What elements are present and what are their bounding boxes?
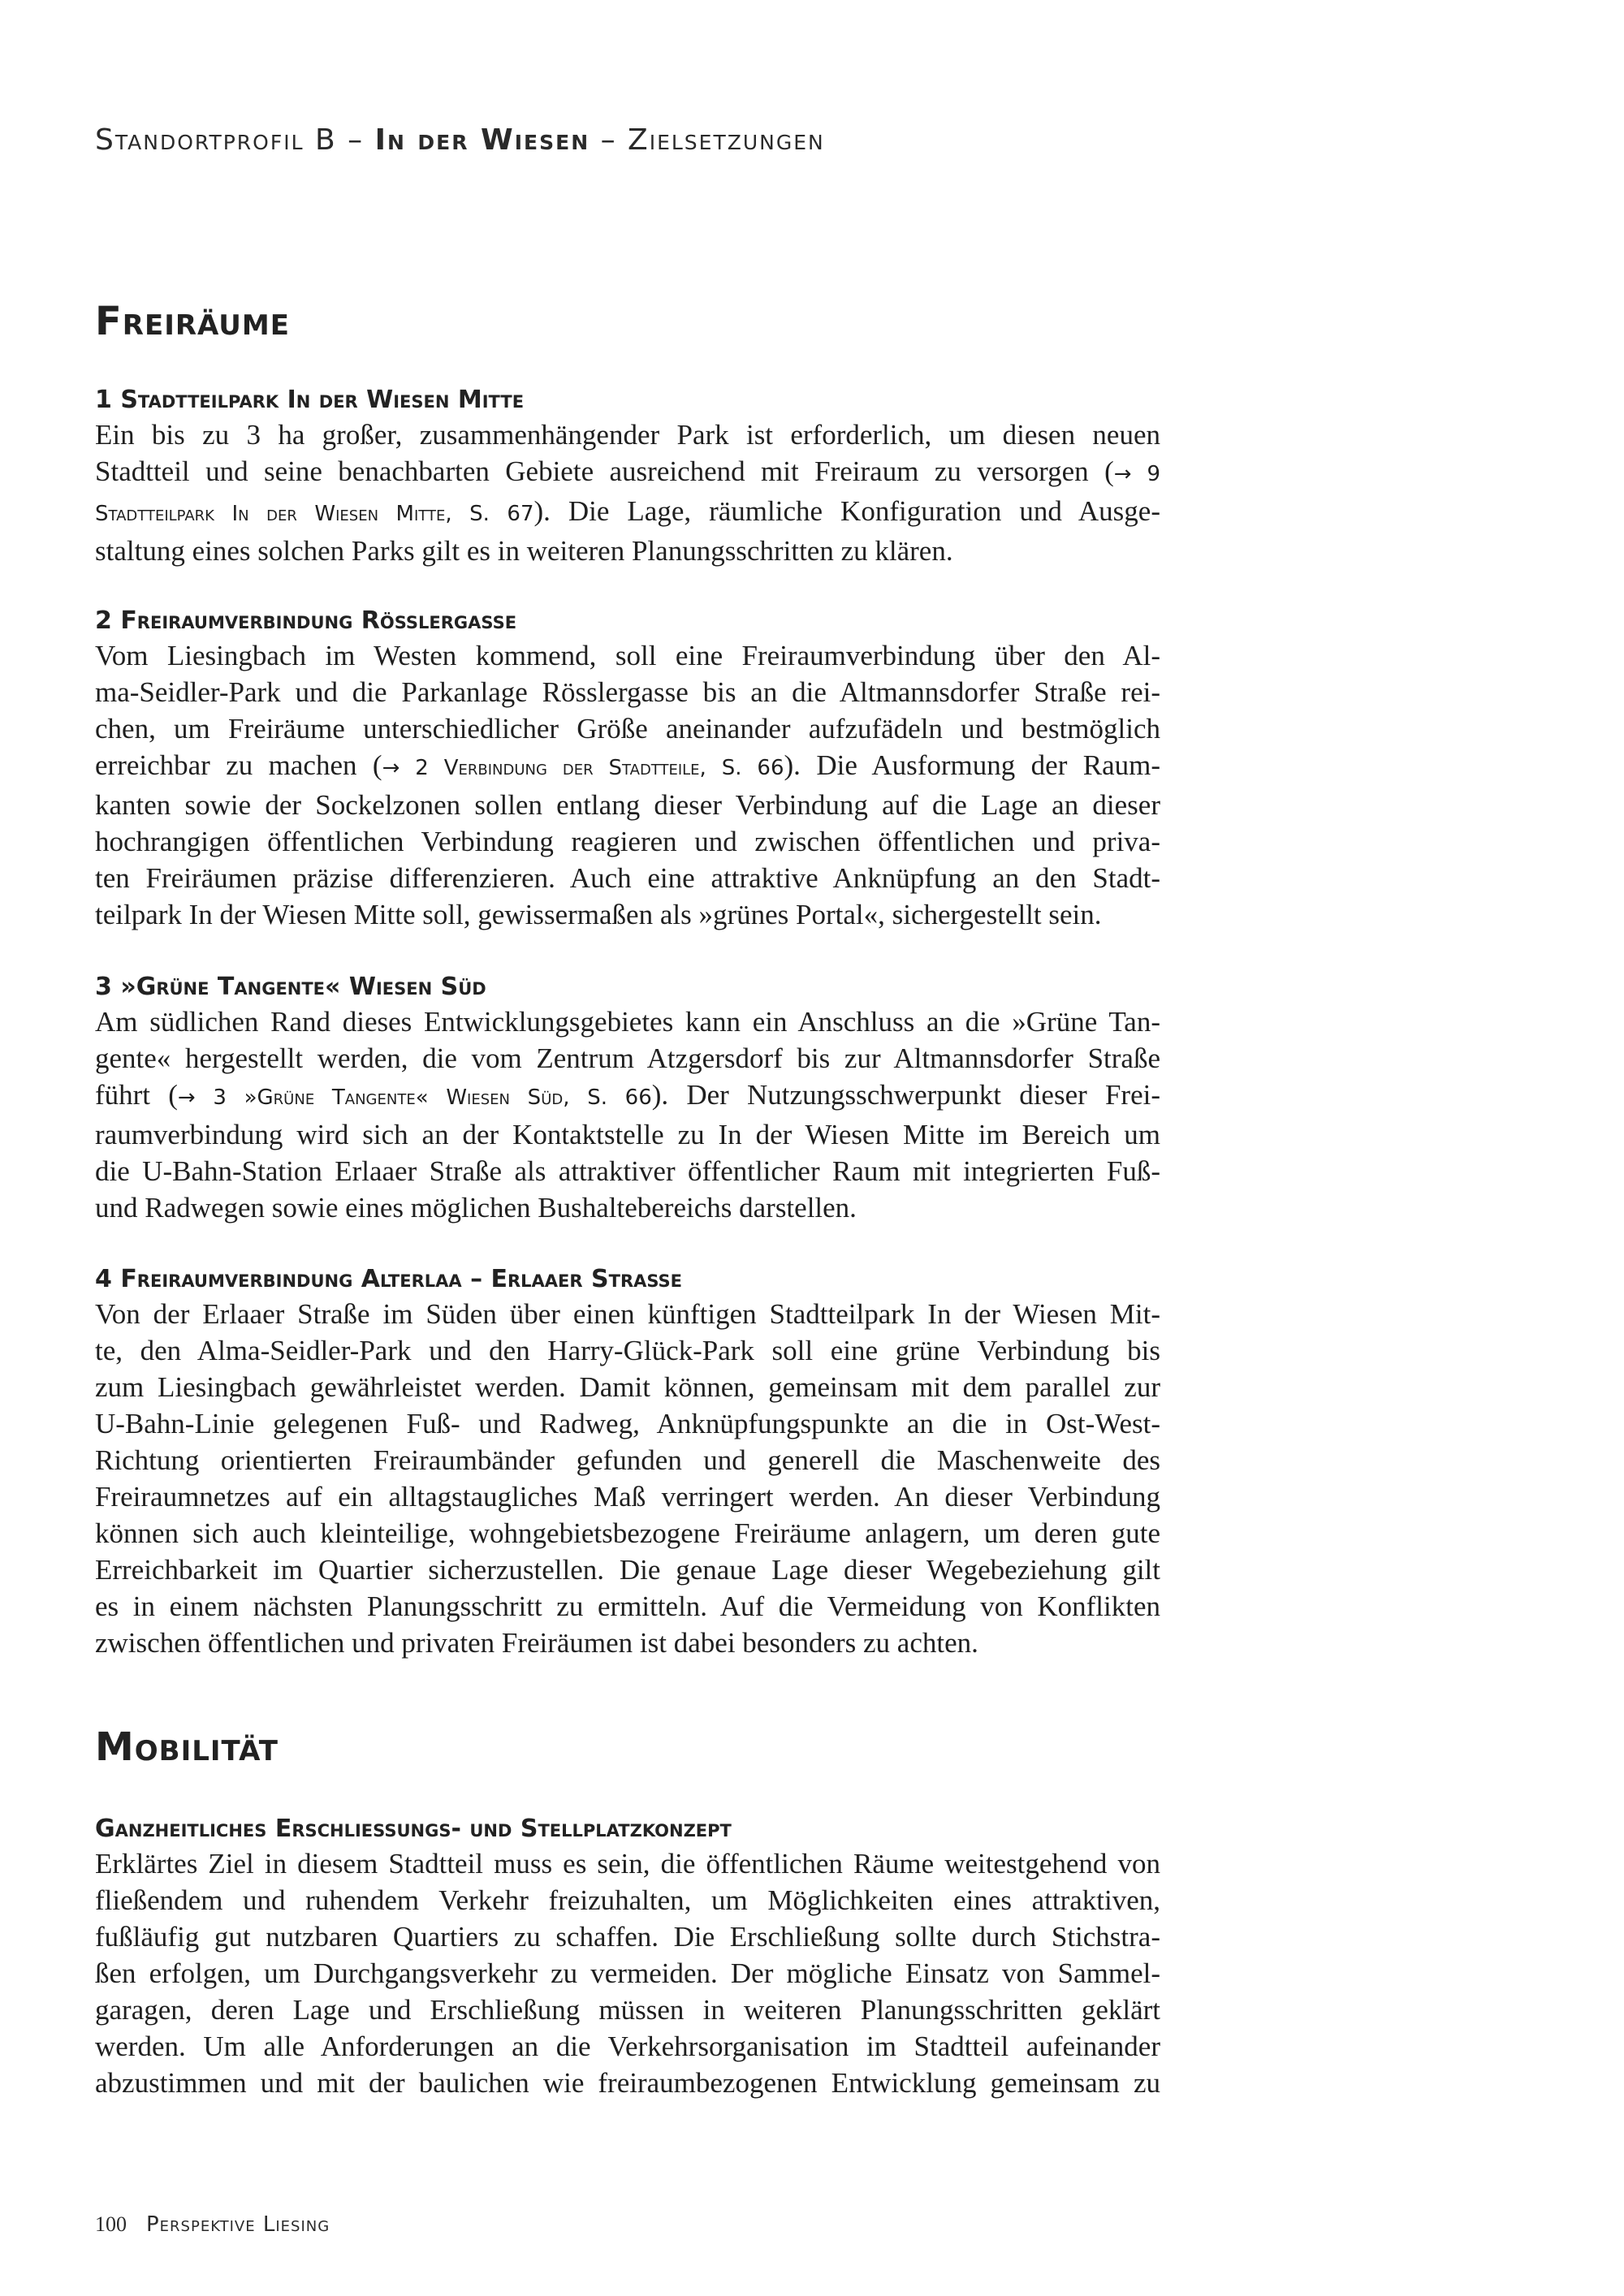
item-heading: 3 »Grüne Tangente« Wiesen Süd [95,973,486,1001]
cross-reference-link[interactable]: → 2 Verbindung der Stadtteile, S. 66 [382,756,784,780]
text-segment: führt ( [95,1079,178,1111]
text-line: Erklärtes Ziel in diesem Stadtteil muss es sein, die öffentlichen Räume weitestgehend von [95,1848,1160,1880]
text-line: Freiraumnetzes auf ein alltagstaugliches Maß verringert werden. An dieser Verbindung [95,1481,1160,1513]
text-line: hochrangigen öffentlichen Verbindung reagieren und zwischen öffentlichen und priva- [95,826,1160,857]
text-line [95,747,1160,787]
text-line: Ein bis zu 3 ha großer, zusammenhängender Park ist erforderlich, um diesen neuen [95,419,1160,451]
text-line: zum Liesingbach gewährleistet werden. Damit können, gemeinsam mit dem parallel zur [95,1371,1160,1403]
running-header-site: In der Wiesen [374,123,590,157]
text-segment: ). Der Nutzungsschwerpunkt dieser Frei- [651,1079,1160,1111]
item-heading: 4 Freiraumverbindung Alterlaa – Erlaaer Strasse [95,1265,683,1293]
text-line: gente« hergestellt werden, die vom Zentrum Atzgersdorf bis zur Altmannsdorfer Straße [95,1042,1160,1074]
text-segment: ). Die Lage, räumliche Konfiguration und Ausge- [533,495,1160,527]
text-line: und Radwegen sowie eines möglichen Bushaltebereichs darstellen. [95,1192,857,1224]
cross-reference-link[interactable]: → 9 [1113,462,1160,486]
item-heading: 1 Stadtteilpark In der Wiesen Mitte [95,386,525,414]
text-line: U-Bahn-Linie gelegenen Fuß- und Radweg, Anknüpfungspunkte an die in Ost-West- [95,1408,1160,1439]
running-header [95,123,825,157]
text-line: die U-Bahn-Station Erlaaer Straße als attraktiver öffentlicher Raum mit integrierten Fuß- [95,1155,1160,1187]
publication-title: Perspektive Liesing [146,2212,330,2237]
text-line: staltung eines solchen Parks gilt es in weiteren Planungsschritten zu klären. [95,535,953,567]
text-line: können sich auch kleinteilige, wohngebietsbezogene Freiräume anlagern, um deren gute [95,1517,1160,1549]
text-line: ma-Seidler-Park und die Parkanlage Rösslergasse bis an die Altmannsdorfer Straße rei- [95,676,1160,708]
text-line: Von der Erlaaer Straße im Süden über einen künftigen Stadtteilpark In der Wiesen Mit- [95,1298,1160,1330]
text-line: garagen, deren Lage und Erschließung müssen in weiteren Planungsschritten geklärt [95,1994,1160,2026]
item-paragraph [95,1296,1160,1661]
text-line [95,1077,1160,1116]
text-line: Am südlichen Rand dieses Entwicklungsgebietes kann ein Anschluss an die »Grüne Tan- [95,1006,1160,1038]
item-paragraph [95,1003,1160,1226]
page-number: 100 [95,2212,127,2236]
page-footer [95,2212,330,2237]
text-line [95,493,1160,533]
text-line: abzustimmen und mit der baulichen wie freiraumbezogenen Entwicklung gemeinsam zu [95,2067,1160,2099]
text-line [95,453,1160,493]
item-heading: Ganzheitliches Erschliessungs- und Stellplatzkonzept [95,1815,732,1843]
text-line: fußläufig gut nutzbaren Quartiers zu schaffen. Die Erschließung sollte durch Stichstra- [95,1921,1160,1953]
item-gruene-tangente [95,971,1160,1226]
text-line: Vom Liesingbach im Westen kommend, soll eine Freiraumverbindung über den Al- [95,640,1160,671]
text-line: ßen erfolgen, um Durchgangsverkehr zu vermeiden. Der mögliche Einsatz von Sammel- [95,1957,1160,1989]
text-line: es in einem nächsten Planungsschritt zu ermitteln. Auf die Vermeidung von Konflikten [95,1590,1160,1622]
section-title-freiraeume: Freiräume [95,299,290,344]
item-roesslergasse [95,605,1160,933]
text-line: Erreichbarkeit im Quartier sicherzustellen. Die genaue Lage dieser Wegebeziehung gilt [95,1554,1160,1586]
text-line: ten Freiräumen präzise differenzieren. Auch eine attraktive Anknüpfung an den Stadt- [95,862,1160,894]
text-line: chen, um Freiräume unterschiedlicher Größe aneinander aufzufädeln und bestmöglich [95,713,1160,744]
text-line: zwischen öffentlichen und privaten Freiräumen ist dabei besonders zu achten. [95,1627,978,1659]
text-line: teilpark In der Wiesen Mitte soll, gewissermaßen als »grünes Portal«, sichergestellt sein. [95,899,1102,930]
running-header-suffix: – Zielsetzungen [590,123,825,157]
text-line: kanten sowie der Sockelzonen sollen entlang dieser Verbindung auf die Lage an dieser [95,789,1160,821]
item-erschliessungskonzept [95,1813,1160,2101]
item-paragraph [95,637,1160,933]
item-alterlaa-erlaaer [95,1263,1160,1661]
text-segment: ). Die Ausformung der Raum- [784,749,1161,781]
text-segment: Stadtteil und seine benachbarten Gebiete ausreichend mit Freiraum zu versorgen ( [95,455,1114,487]
cross-reference-link[interactable]: Stadtteilpark In der Wiesen Mitte, S. 67 [95,502,534,526]
running-header-prefix: Standortprofil B – [95,123,375,157]
text-line: raumverbindung wird sich an der Kontaktstelle zu In der Wiesen Mitte im Bereich um [95,1119,1160,1150]
text-segment: erreichbar zu machen ( [95,749,382,781]
item-heading: 2 Freiraumverbindung Rösslergasse [95,606,517,635]
item-paragraph [95,416,1160,569]
section-title-mobilitaet: Mobilität [95,1724,279,1770]
cross-reference-link[interactable]: → 3 »Grüne Tangente« Wiesen Süd, S. 66 [177,1085,652,1110]
item-stadtteilpark [95,384,1160,569]
text-line: te, den Alma-Seidler-Park und den Harry-Glück-Park soll eine grüne Verbindung bis [95,1335,1160,1366]
text-line: werden. Um alle Anforderungen an die Verkehrsorganisation im Stadtteil aufeinander [95,2031,1160,2062]
text-line: Richtung orientierten Freiraumbänder gefunden und generell die Maschenweite des [95,1444,1160,1476]
text-line: fließendem und ruhendem Verkehr freizuhalten, um Möglichkeiten eines attraktiven, [95,1884,1160,1916]
item-paragraph [95,1845,1160,2101]
